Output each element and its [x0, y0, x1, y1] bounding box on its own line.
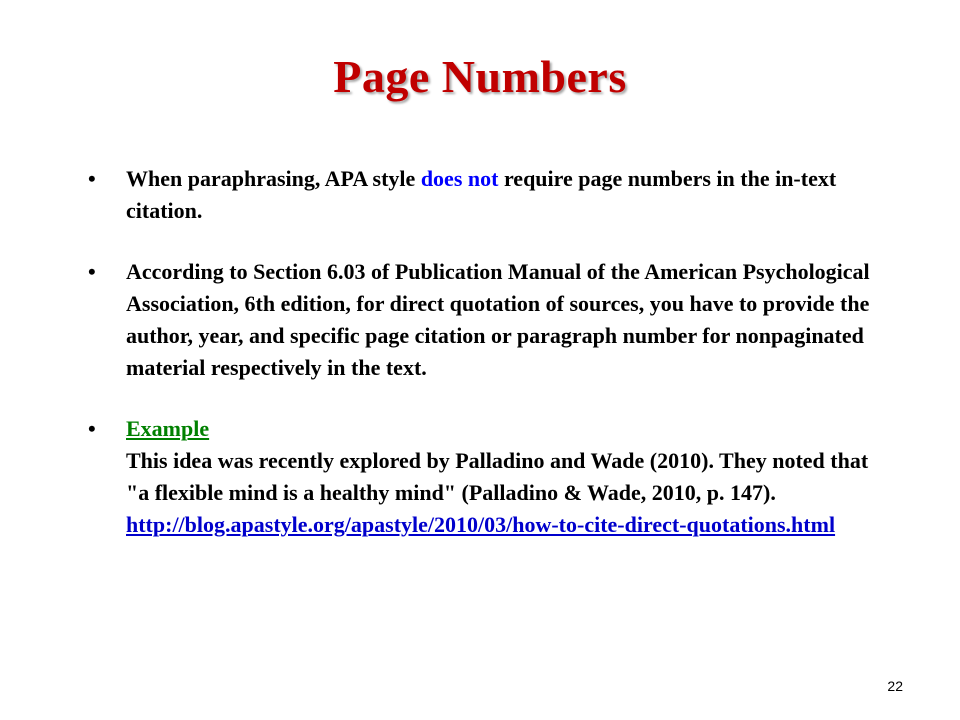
bullet-text: require page numbers in the in-text citation. — [126, 166, 837, 223]
bullet-dot: • — [88, 416, 96, 441]
highlight-text: does not — [420, 166, 499, 191]
example-body: This idea was recently explored by Palladino and Wade (2010). They noted that "a flexible mind is a healthy mind" (Palladino & Wade, 2010, p. 147). — [126, 448, 869, 505]
bullet-paraphrasing — [88, 163, 878, 227]
example-label: Example — [126, 416, 210, 441]
bullet-section-603 — [88, 256, 878, 384]
bullet-text: When paraphrasing, APA style — [126, 166, 421, 191]
bullet-dot: • — [88, 166, 96, 191]
apastyle-link[interactable]: http://blog.apastyle.org/apastyle/2010/03/how-to-cite-direct-quotations.html — [126, 512, 836, 537]
slide-title: Page Numbers — [333, 51, 627, 102]
bullet-example — [88, 413, 878, 541]
page-number: 22 — [887, 678, 903, 694]
bullet-dot: • — [88, 259, 96, 284]
bullet-text: According to Section 6.03 of Publication Manual of the American Psychological Association, 6th edition, for direct quotation of sources, you have to provide the author, year, and specific page citation or paragraph number for nonpaginated material respectively in the text. — [126, 259, 870, 380]
bullet-list — [88, 163, 878, 570]
